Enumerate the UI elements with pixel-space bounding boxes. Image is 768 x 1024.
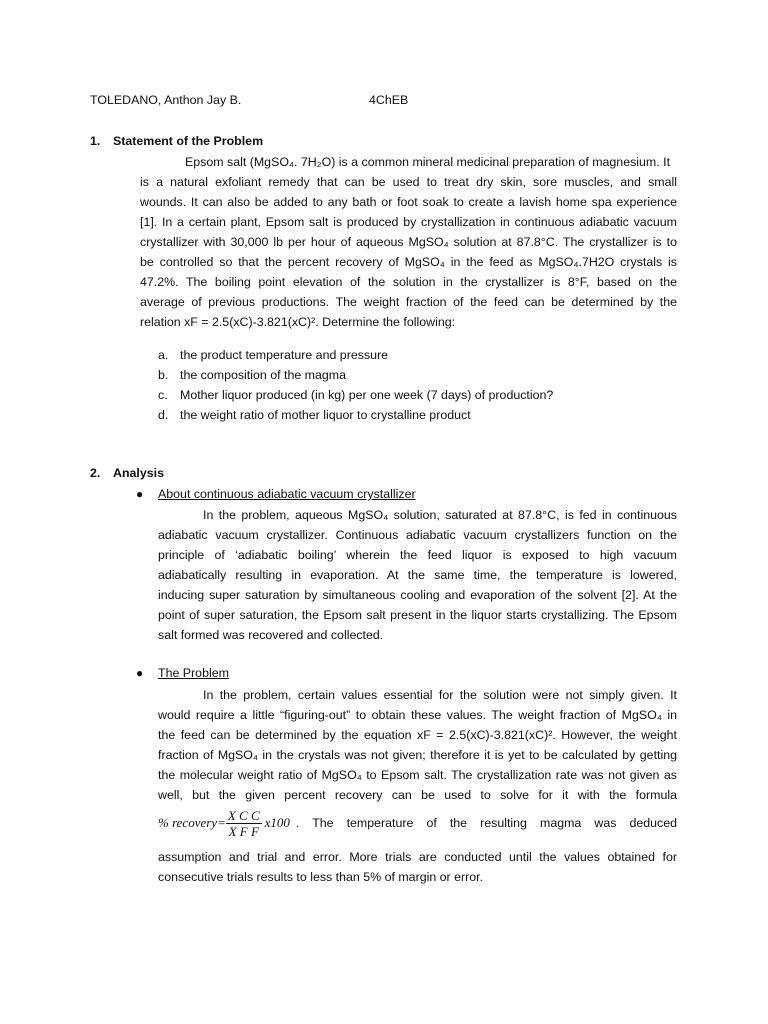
- paragraph-line: the feed can be determined by the equation xF = 2.5(xC)-3.821(xC)². However, the weight: [158, 728, 677, 742]
- section1-number: 1.: [90, 134, 101, 148]
- list-marker: c.: [158, 388, 168, 402]
- paragraph-line: inducing super saturation by simultaneous cooling and evaporation of the solvent [2]. At the: [158, 588, 677, 602]
- formula-lhs: % recovery=: [158, 815, 226, 830]
- paragraph-line: In the problem, certain values essential for the solution were not simply given. It: [203, 688, 677, 702]
- paragraph-line: principle of ‘adiabatic boiling’ wherein the feed liquor is exposed to high vacuum: [158, 548, 677, 562]
- paragraph-line: In the problem, aqueous MgSO₄ solution, saturated at 87.8°C, is fed in continuous: [203, 508, 677, 522]
- author-name: TOLEDANO, Anthon Jay B.: [90, 93, 242, 107]
- section2-title: Analysis: [113, 466, 164, 480]
- list-item: [158, 365, 346, 385]
- percent-recovery-formula: [158, 806, 677, 840]
- bullet-icon: ●: [136, 487, 144, 501]
- formula-numerator: X C C: [227, 807, 260, 823]
- list-item: [158, 345, 388, 365]
- paragraph-line: salt formed was recovered and collected.: [158, 628, 384, 642]
- paragraph-line: adiabatically resulting in evaporation. At the same time, the temperature is lowered,: [158, 568, 677, 582]
- formula-denominator: X F F: [228, 823, 259, 839]
- list-item-text: the composition of the magma: [180, 368, 346, 382]
- bullet2-heading: The Problem: [158, 666, 229, 680]
- paragraph-line: relation xF = 2.5(xC)-3.821(xC)². Determine the following:: [140, 315, 456, 329]
- paragraph-line: well, but the given percent recovery can be used to solve for it with the formula: [158, 788, 677, 802]
- paragraph-line: the molecular weight ratio of MgSO₄ to Epsom salt. The crystallization rate was not given as: [158, 768, 677, 782]
- formula-rhs: x100: [264, 815, 290, 830]
- paragraph-line: be controlled so that the percent recovery of MgSO₄ in the feed as MgSO₄.7H2O crystals is: [140, 255, 677, 269]
- paragraph-line: 47.2%. The boiling point elevation of the solution in the crystallizer is 8°F, based on the: [140, 275, 677, 289]
- paragraph-line: consecutive trials results to less than 5% of margin or error.: [158, 870, 484, 884]
- list-item-text: the weight ratio of mother liquor to crystalline product: [180, 408, 471, 422]
- paragraph-line: would require a little “figuring-out” to obtain these values. The weight fraction of MgSO₄ in: [158, 708, 677, 722]
- list-item-text: the product temperature and pressure: [180, 348, 389, 362]
- paragraph-line: average of previous productions. The weight fraction of the feed can be determined by the: [140, 295, 677, 309]
- class-section: 4ChEB: [369, 93, 409, 107]
- bullet-icon: ●: [136, 666, 144, 680]
- list-item-text: Mother liquor produced (in kg) per one week (7 days) of production?: [180, 388, 554, 402]
- paragraph-line: crystallizer with 30,000 lb per hour of aqueous MgSO₄ solution at 87.8°C. The crystallizer is to: [140, 235, 677, 249]
- formula-trailing-text: . The temperature of the resulting magma was deduced: [295, 816, 677, 830]
- bullet1-heading: About continuous adiabatic vacuum crystallizer: [158, 487, 416, 501]
- paragraph-line: is a natural exfoliant remedy that can be used to treat dry skin, sore muscles, and small: [140, 175, 677, 189]
- list-item: [158, 405, 471, 425]
- list-marker: b.: [158, 368, 169, 382]
- paragraph-line: [1]. In a certain plant, Epsom salt is produced by crystallization in continuous adiabatic vacuum: [140, 215, 677, 229]
- paragraph-line: point of super saturation, the Epsom salt present in the liquor starts crystallizing. The Epsom: [158, 608, 677, 622]
- section2-number: 2.: [90, 466, 101, 480]
- paragraph-line: adiabatic vacuum crystallizer. Continuous adiabatic vacuum crystallizers function on the: [158, 528, 677, 542]
- list-marker: a.: [158, 348, 169, 362]
- paragraph-line: Epsom salt (MgSO₄. 7H₂O) is a common mineral medicinal preparation of magnesium. It: [185, 155, 671, 169]
- list-item: [158, 385, 553, 405]
- formula-fraction: [226, 808, 262, 839]
- list-marker: d.: [158, 408, 169, 422]
- paragraph-line: assumption and trial and error. More trials are conducted until the values obtained for: [158, 850, 677, 864]
- paragraph-line: fraction of MgSO₄ in the crystals was not given; therefore it is yet to be calculated by getting: [158, 748, 677, 762]
- section1-title: Statement of the Problem: [113, 134, 264, 148]
- paragraph-line: wounds. It can also be added to any bath or foot soak to create a lavish home spa experience: [140, 195, 677, 209]
